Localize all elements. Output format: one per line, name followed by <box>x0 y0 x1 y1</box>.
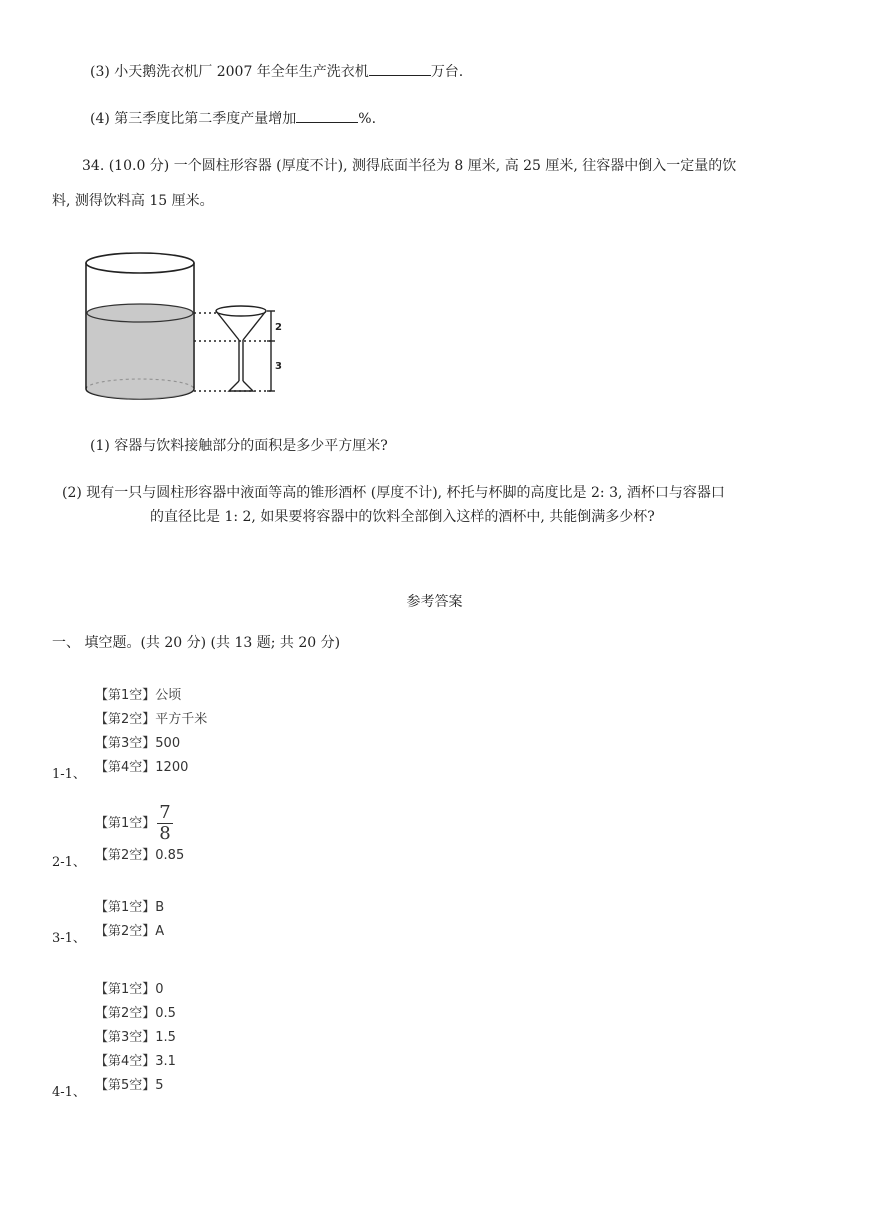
answer-label: 3-1、 <box>52 931 86 946</box>
fraction <box>157 803 172 844</box>
goblet-rim <box>216 306 266 316</box>
question-3 <box>90 60 463 82</box>
question-3-text: (3) 小天鹅洗衣机厂 2007 年全年生产洗衣机 <box>90 64 369 80</box>
answer-label: 1-1、 <box>52 767 86 782</box>
cylinder-top-rim <box>86 253 194 273</box>
answer-line: 【第2空】0.5 <box>95 1006 176 1021</box>
answer-line: 【第4空】1200 <box>95 760 189 775</box>
answer-line: 【第3空】500 <box>95 736 181 751</box>
liquid-surface <box>87 304 193 322</box>
answer-line: 【第2空】0.85 <box>95 848 185 863</box>
answer-label: 4-1、 <box>52 1085 86 1100</box>
question-3-unit: 万台. <box>430 64 464 80</box>
answer-line: 【第2空】平方千米 <box>95 712 208 727</box>
answer-line: 【第1空】0 <box>95 982 164 997</box>
answer-blank <box>296 107 358 123</box>
sub-question-1: (1) 容器与饮料接触部分的面积是多少平方厘米? <box>90 438 388 454</box>
fraction-denominator: 8 <box>159 823 171 844</box>
sub-question-2-line1: (2) 现有一只与圆柱形容器中液面等高的锥形酒杯 (厚度不计), 杯托与杯脚的高度比是 2: 3, 酒杯口与容器口 <box>62 485 725 501</box>
cylinder-and-goblet-figure <box>78 245 293 410</box>
answer-line: 【第4空】3.1 <box>95 1054 176 1069</box>
answer-line: 【第5空】5 <box>95 1078 164 1093</box>
dimension-label-bottom: 3 <box>275 361 282 372</box>
answer-label: 2-1、 <box>52 855 86 870</box>
question-34-line2: 料, 测得饮料高 15 厘米。 <box>52 193 214 209</box>
answer-line: 【第3空】1.5 <box>95 1030 176 1045</box>
question-34-line1: 34. (10.0 分) 一个圆柱形容器 (厚度不计), 测得底面半径为 8 厘米, 高 25 厘米, 往容器中倒入一定量的饮 <box>82 158 737 174</box>
question-4-unit: %. <box>358 111 377 127</box>
answer-line: 【第2空】A <box>95 924 165 939</box>
answer-blank <box>369 60 431 76</box>
fraction-numerator: 7 <box>159 802 171 823</box>
liquid-fill <box>87 313 193 399</box>
answer-line-fraction <box>95 803 173 844</box>
sub-question-2-line2: 的直径比是 1: 2, 如果要将容器中的饮料全部倒入这样的酒杯中, 共能倒满多少杯? <box>150 509 655 525</box>
dimension-label-top: 2 <box>275 322 282 333</box>
answer-line: 【第1空】公顷 <box>95 688 182 703</box>
question-4-text: (4) 第三季度比第二季度产量增加 <box>90 111 297 127</box>
question-4 <box>90 107 376 129</box>
section-1-heading: 一、 填空题。(共 20 分) (共 13 题; 共 20 分) <box>52 635 341 651</box>
answer-line: 【第1空】B <box>95 900 165 915</box>
answer-line: 【第1空】 <box>95 816 156 831</box>
answers-title: 参考答案 <box>406 594 463 610</box>
